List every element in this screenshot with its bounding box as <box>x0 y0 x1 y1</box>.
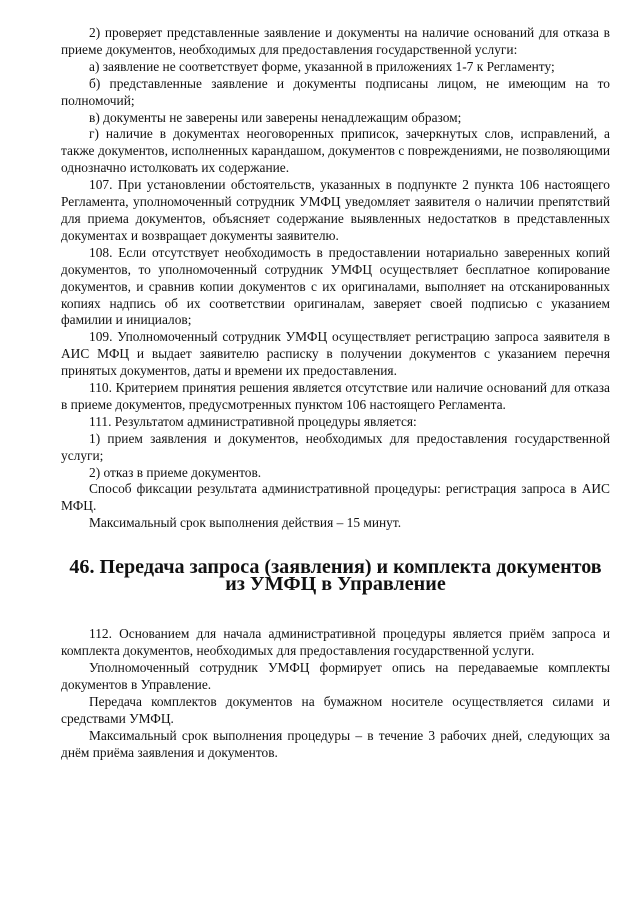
paragraph-item-b: б) представленные заявление и документы подписаны лицом, не имеющим на то полномочий; <box>61 75 610 108</box>
paragraph-108: 108. Если отсутствует необходимость в предоставлении нотариально заверенных копий документов, то уполномоченный сотрудник УМФЦ осуществляет бесплатное копирование документов, и сравнив копии документов с их оригиналами, выполняет на отсканированных копиях надпись об их соответствии оригиналам, заверяет своей подписью с указанием фамилии и инициалов; <box>61 244 610 328</box>
paragraph-item-g: г) наличие в документах неоговоренных приписок, зачеркнутых слов, исправлений, а также документов, исполненных карандашом, документов с повреждениями, не позволяющими однозначно истолковать их содержание. <box>61 126 610 176</box>
paragraph-111: 111. Результатом административной процедуры является: <box>89 413 417 429</box>
paragraph-109: 109. Уполномоченный сотрудник УМФЦ осуществляет регистрацию запроса заявителя в АИС МФЦ и выдает заявителю расписку в получении документов с указанием перечня принятых документов, даты и времени их предоставления. <box>61 329 610 379</box>
paragraph-107: 107. При установлении обстоятельств, указанных в подпункте 2 пункта 106 настоящего Регламента, уполномоченный сотрудник УМФЦ уведомляет заявителя о наличии препятствий для приема документов, объясняет содержание выявленных недостатков в представленных документах и возвращает документы заявителю. <box>61 177 610 243</box>
paragraph-item-a: а) заявление не соответствует форме, указанной в приложениях 1-7 к Регламенту; <box>89 58 555 74</box>
paragraph-procedure-deadline: Максимальный срок выполнения процедуры – в течение 3 рабочих дней, следующих за днём приёма заявления и документов. <box>61 727 610 760</box>
paragraph-item-v: в) документы не заверены или заверены ненадлежащим образом; <box>89 109 462 125</box>
paragraph-transfer: Передача комплектов документов на бумажном носителе осуществляется силами и средствами УМФЦ. <box>61 693 610 726</box>
paragraph-111-item-2: 2) отказ в приеме документов. <box>89 464 262 480</box>
paragraph-fixation-method: Способ фиксации результата административной процедуры: регистрация запроса в АИС МФЦ. <box>61 481 610 514</box>
section-heading <box>61 556 610 596</box>
document-page <box>61 0 610 761</box>
paragraph-111-item-1: 1) прием заявления и документов, необходимых для предоставления государственной услуги; <box>61 430 610 463</box>
section-heading-line-1: 46. Передача запроса (заявления) и комплекта документов <box>69 556 602 579</box>
paragraph-max-duration: Максимальный срок выполнения действия – 15 минут. <box>89 515 402 531</box>
paragraph-item-2-refusal-check: 2) проверяет представленные заявление и документы на наличие оснований для отказа в приеме документов, необходимых для предоставления государственной услуги: <box>61 25 610 57</box>
section-spacer <box>61 593 610 626</box>
section-heading-line-2: из УМФЦ в Управление <box>225 573 446 596</box>
paragraph-110: 110. Критерием принятия решения является отсутствие или наличие оснований для отказа в приеме документов, предусмотренных пунктом 106 настоящего Регламента. <box>61 380 610 412</box>
paragraph-112: 112. Основанием для начала административной процедуры является приём запроса и комплекта документов, необходимых для предоставления государственной услуги. <box>61 626 610 659</box>
paragraph-inventory: Уполномоченный сотрудник УМФЦ формирует опись на передаваемые комплекты документов в Управление. <box>61 660 610 692</box>
